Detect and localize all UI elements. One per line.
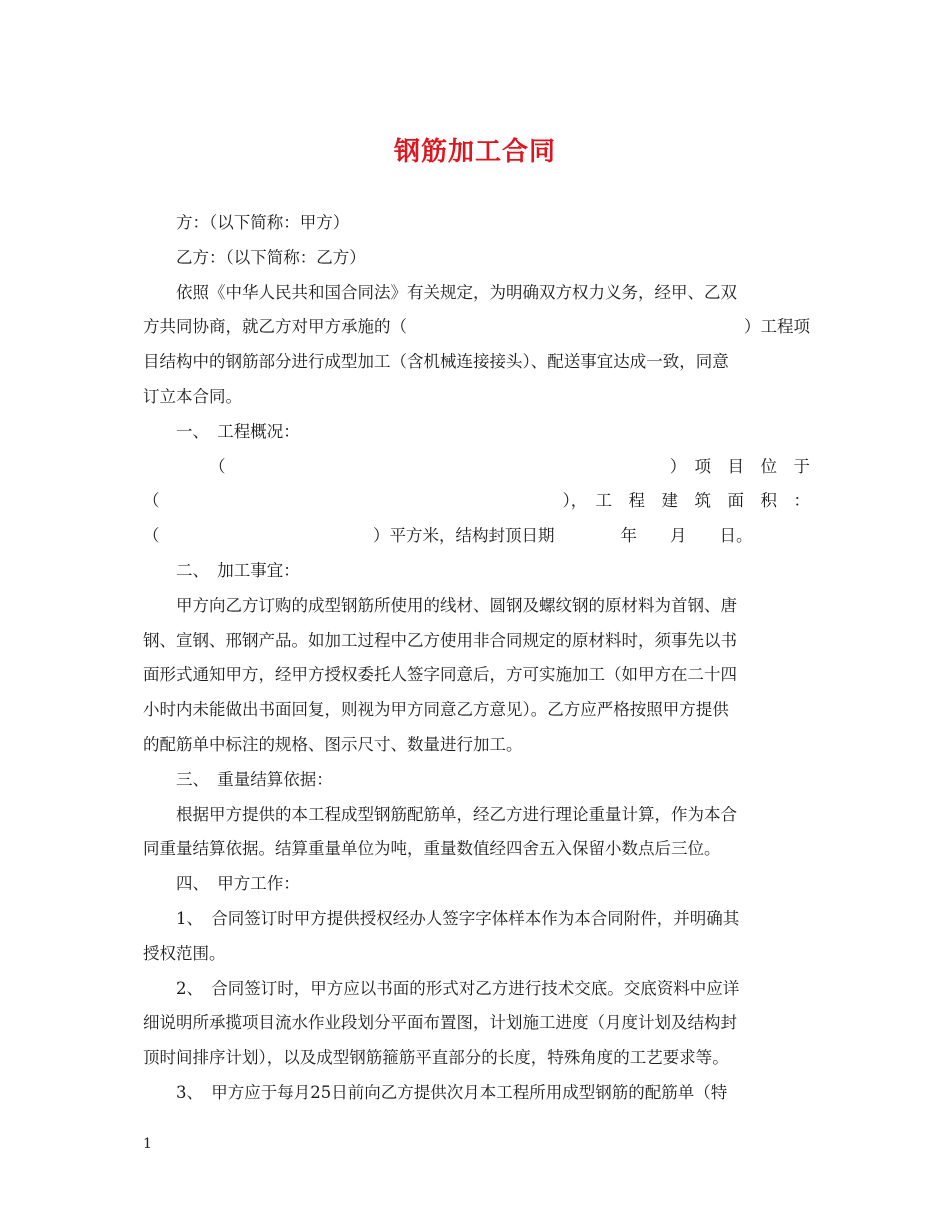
blank-field-label: ）平方米，结构封顶日期 年 月 日。 — [373, 526, 753, 546]
intro-line: 依照《中华人民共和国合同法》有关规定，为明确双方权力义务，经甲、乙双 — [176, 282, 737, 302]
section-heading: 二、 加工事宜： — [176, 560, 300, 580]
section-heading: 一、 工程概况： — [176, 421, 300, 441]
blank-field-open: （ — [143, 491, 160, 511]
list-item-line: 细说明所承揽项目流水作业段划分平面布置图，计划施工进度（月度计划及结构封 — [143, 1013, 737, 1033]
list-item-line: 顶时间排序计划），以及成型钢筋箍筋平直部分的长度，特殊角度的工艺要求等。 — [143, 1048, 729, 1068]
intro-line: 目结构中的钢筋部分进行成型加工（含机械连接接头）、配送事宜达成一致，同意 — [143, 352, 729, 372]
paragraph-line: 根据甲方提供的本工程成型钢筋配筋单，经乙方进行理论重量计算，作为本合 — [176, 804, 737, 824]
list-item-line: 1、 合同签订时甲方提供授权经办人签字字体样本作为本合同附件，并明确其 — [176, 908, 740, 928]
blank-field-label: ）， 工 程 建 筑 面 积 ： — [562, 491, 810, 511]
blank-field-line — [143, 450, 810, 485]
party-a-line: 方：（以下简称：甲方） — [176, 213, 350, 232]
intro-line — [143, 310, 810, 345]
paragraph-line: 小时内未能做出书面回复，则视为甲方同意乙方意见）。乙方应严格按照甲方提供 — [143, 700, 729, 720]
paragraph-line: 钢、宣钢、邢钢产品。如加工过程中乙方使用非合同规定的原材料时，须事先以书 — [143, 630, 737, 650]
paragraph-line: 甲方向乙方订购的成型钢筋所使用的线材、圆钢及螺纹钢的原材料为首钢、唐 — [176, 595, 737, 615]
party-b-line: 乙方：（以下简称：乙方） — [176, 247, 366, 267]
list-item-line: 2、 合同签订时，甲方应以书面的形式对乙方进行技术交底。交底资料中应详 — [176, 978, 740, 998]
intro-text: 方共同协商，就乙方对甲方承施的（ — [143, 317, 407, 337]
intro-text: ）工程项 — [744, 317, 810, 337]
blank-field-label: ） 项 目 位 于 — [669, 456, 810, 476]
page-number: 1 — [143, 1136, 152, 1152]
section-heading: 三、 重量结算依据： — [176, 769, 333, 789]
intro-line: 订立本合同。 — [143, 386, 242, 406]
section-heading: 四、 甲方工作： — [176, 874, 300, 894]
list-item-line: 3、 甲方应于每月25日前向乙方提供次月本工程所用成型钢筋的配筋单（特 — [176, 1082, 728, 1102]
paragraph-line: 面形式通知甲方，经甲方授权委托人签字同意后，方可实施加工（如甲方在二十四 — [143, 665, 737, 685]
paragraph-line: 同重量结算依据。结算重量单位为吨，重量数值经四舍五入保留小数点后三位。 — [143, 839, 721, 859]
blank-field-open: （ — [209, 456, 226, 476]
blank-field-line — [143, 484, 810, 519]
paragraph-line: 的配筋单中标注的规格、图示尺寸、数量进行加工。 — [143, 734, 523, 754]
blank-field-open: （ — [143, 526, 160, 546]
list-item-line: 授权范围。 — [143, 943, 226, 963]
blank-field-line — [143, 519, 810, 554]
document-title: 钢筋加工合同 — [393, 137, 556, 167]
document-body — [143, 206, 810, 1111]
